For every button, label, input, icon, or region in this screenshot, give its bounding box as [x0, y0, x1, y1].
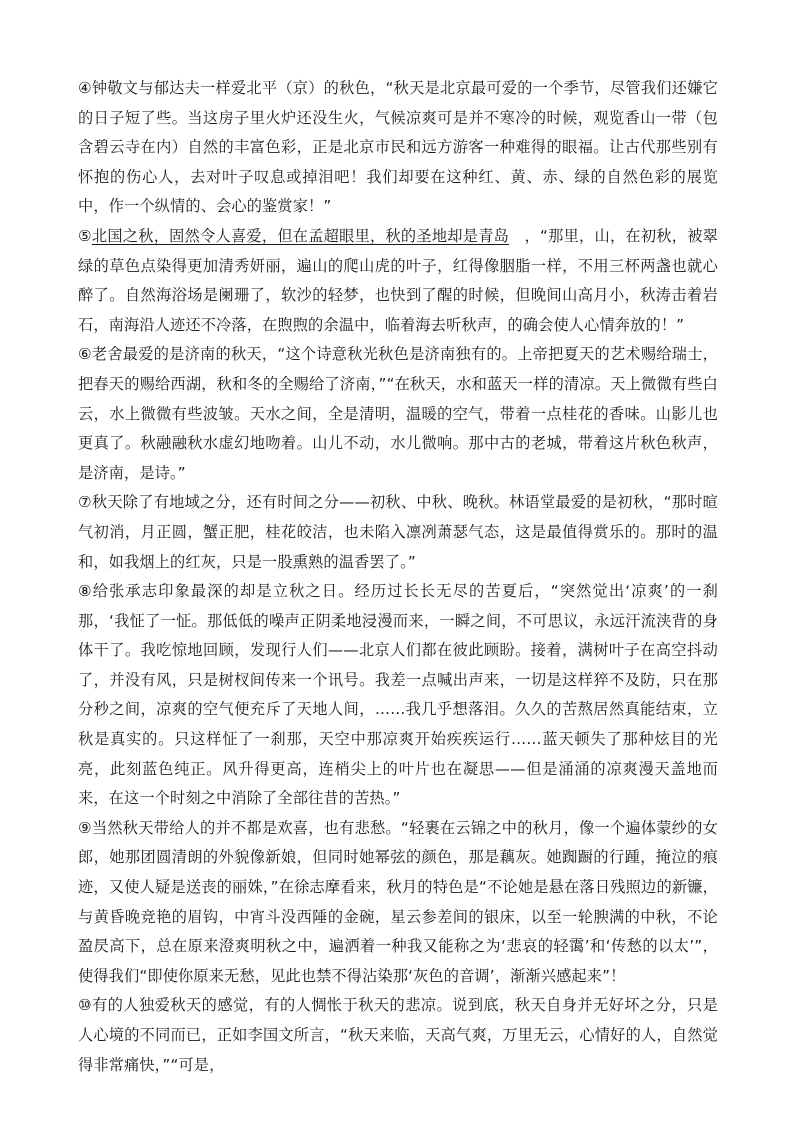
paragraph-9: [78, 814, 718, 992]
underlined-sentence: 北国之秋，固然令人喜爱，但在孟超眼里，秋的圣地却是青岛: [91, 226, 510, 245]
paragraph-text: 给张承志印象最深的却是立秋之日。经历过长长无尽的苦夏后，“突然觉出‘凉爽’的一刹那，‘我怔了一怔。那低低的噪声正阴柔地浸漫而来，一瞬之间，不可思议，永远汗流浃背的身体干了。我吃惊地回顾，发现行人们——北京人们都在彼此顾盼。接着，满树叶子在高空抖动了，并没有风，只是树杈间传来一个讯号。我差一点喊出声来，一切是这样猝不及防，只在那分秒之间，凉爽的空气便充斥了天地人间，……我几乎想落泪。久久的苦熬居然真能结束，立秋是真实的。只这样怔了一刹那，天空中那凉爽开始疾疾运行……蓝天顿失了那种炫目的光亮，此刻蓝色纯正。风升得更高，连梢尖上的叶片也在凝思——但是涌涌的凉爽漫天盖地而来，在这一个时刻之中消除了全部往昔的苦热。”: [78, 582, 719, 808]
paragraph-number: ⑦: [78, 493, 92, 512]
paragraph-number: ⑧: [78, 582, 93, 601]
paragraph-text: 有的人独爱秋天的感觉，有的人惆怅于秋天的悲凉。说到底，秋天自身并无好坏之分，只是人心境的不同而已，正如李国文所言，“秋天来临，天高气爽，万里无云，心情好的人，自然觉得非常痛快，”“可是，: [78, 996, 719, 1074]
paragraph-5: [78, 222, 718, 340]
paragraph-text: ，“那里，山，在初秋，被翠绿的草色点染得更加清秀妍丽，遍山的爬山虎的叶子，红得像胭脂一样，不用三杯两盏也就心醉了。自然海浴场是阑珊了，软沙的轻梦，也快到了醒的时候，但晚间山高月小，秋涛击着岩石，南海沿人迹还不冷落，在煦煦的余温中，临着海去听秋声，的确会使人心情奔放的！”: [78, 226, 719, 334]
paragraph-number: ⑤: [78, 226, 92, 245]
document-body: [78, 74, 718, 1080]
paragraph-number: ⑩: [78, 996, 93, 1015]
paragraph-7: [78, 488, 718, 577]
paragraph-number: ⑥: [78, 345, 92, 364]
paragraph-text: 当然秋天带给人的并不都是欢喜，也有悲愁。“轻裹在云锦之中的秋月，像一个遍体蒙纱的女郎，她那团圆清朗的外貌像新娘，但同时她幂弦的颜色，那是藕灰。她踟蹰的行踵，掩泣的痕迹，又使人疑是送丧的丽姝，”在徐志摩看来，秋月的特色是“不论她是悬在落日残照边的新镰，与黄昏晚竞艳的眉钩，中宵斗没西陲的金碗，星云参差间的银床，以至一轮腴满的中秋，不论盈昃高下，总在原来澄爽明秋之中，遍洒着一种我又能称之为‘悲哀的轻霭’和‘传愁的以太’”，使得我们“即使你原来无愁，见此也禁不得沾染那‘灰色的音调’，渐渐兴感起来”！: [78, 818, 718, 985]
paragraph-text: 钟敬文与郁达夫一样爱北平（京）的秋色，“秋天是北京最可爱的一个季节，尽管我们还嫌它的日子短了些。当这房子里火炉还没生火，气候凉爽可是并不寒冷的时候，观览香山一带（包含碧云寺在内）自然的丰富色彩，正是北京市民和远方游客一种难得的眼福。让古代那些别有怀抱的伤心人，去对叶子叹息或掉泪吧！我们却要在这种红、黄、赤、绿的自然色彩的展览中，作一个纵情的、会心的鉴赏家！”: [78, 79, 718, 216]
paragraph-number: ④: [78, 79, 92, 97]
paragraph-10: [78, 991, 718, 1080]
paragraph-number: ⑨: [78, 818, 92, 837]
paragraph-text: 秋天除了有地域之分，还有时间之分——初秋、中秋、晚秋。林语堂最爱的是初秋，“那时暄气初消，月正圆，蟹正肥，桂花皎洁，也未陷入凛冽萧瑟气态，这是最值得赏乐的。那时的温和，如我烟上的红灰，只是一股熏熟的温香罢了。”: [78, 493, 718, 571]
paragraph-8: [78, 577, 718, 814]
paragraph-4: [78, 74, 718, 222]
paragraph-6: [78, 340, 718, 488]
paragraph-text: 老舍最爱的是济南的秋天，“这个诗意秋光秋色是济南独有的。上帝把夏天的艺术赐给瑞士，把春天的赐给西湖，秋和冬的全赐给了济南，”“在秋天，水和蓝天一样的清凉。天上微微有些白云，水上微微有些波皱。天水之间，全是清明，温暖的空气，带着一点桂花的香味。山影儿也更真了。秋融融秋水虚幻地吻着。山儿不动，水儿微响。那中古的老城，带着这片秋色秋声，是济南，是诗。”: [78, 345, 718, 482]
